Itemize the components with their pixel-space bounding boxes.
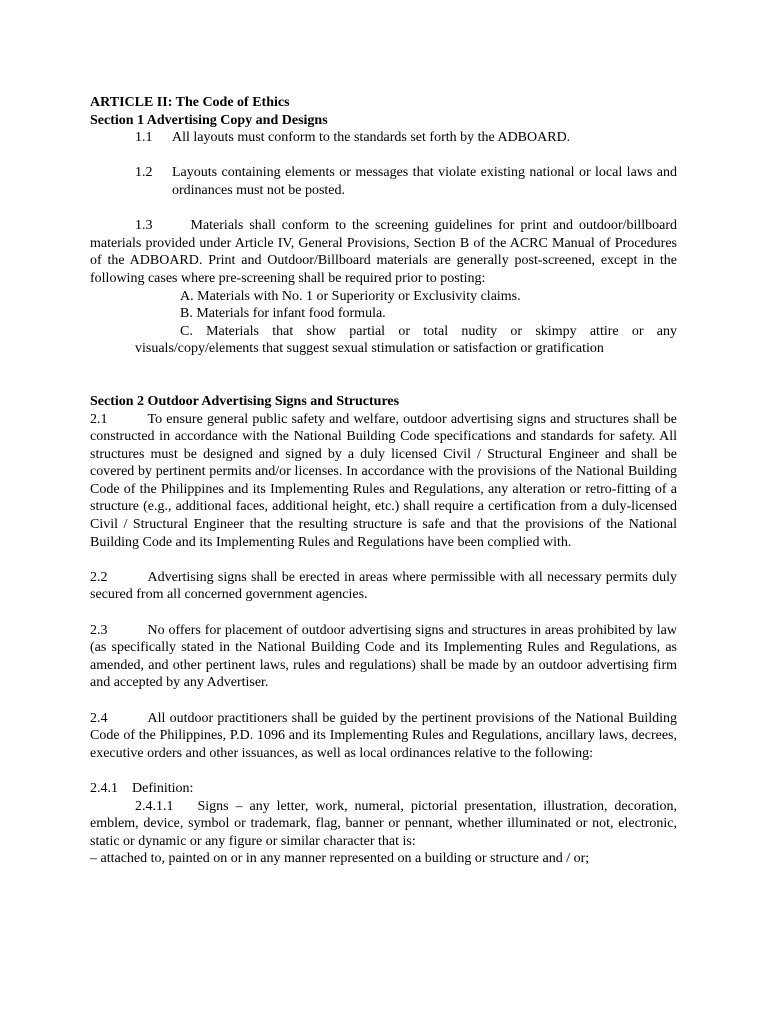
item-text: Layouts containing elements or messages that violate existing national or local laws and ordinances must not be posted. xyxy=(172,165,677,198)
case-item: C. Materials that show partial or total nudity or skimpy attire or any xyxy=(180,323,678,339)
section1-heading: Section 1 Advertising Copy and Designs xyxy=(90,112,328,128)
case-list xyxy=(90,288,677,358)
definition-heading: 2.4.1 Definition: xyxy=(90,780,194,796)
item-number: 1.1 xyxy=(135,130,153,146)
list-item xyxy=(135,164,677,199)
case-item: B. Materials for infant food formula. xyxy=(180,306,386,322)
paragraph-2-4: 2.4 All outdoor practitioners shall be guided by the pertinent provisions of the National Building Code of the Philippines, P.D. 1096 and its Implementing Rules and Regulations, ancillary laws, decrees, executive orders and other issuances, as well as local ordinances relative to the following: xyxy=(90,710,677,761)
paragraph-2-3: 2.3 No offers for placement of outdoor advertising signs and structures in areas prohibited by law (as specifically stated in the National Building Code and its Implementing Rules and Regulations, as amended, and other pertinent laws, rules and regulations) shall be made by an outdoor advertising firm and accepted by any Advertiser. xyxy=(90,622,677,691)
paragraph-2-2: 2.2 Advertising signs shall be erected in areas where permissible with all necessary permits duly secured from all concerned government agencies. xyxy=(90,569,677,603)
item-text: All layouts must conform to the standards set forth by the ADBOARD. xyxy=(172,130,571,146)
case-item-continued: visuals/copy/elements that suggest sexual stimulation or satisfaction or gratification xyxy=(135,341,604,357)
paragraph-2-1: 2.1 To ensure general public safety and welfare, outdoor advertising signs and structures shall be constructed in accordance with the National Building Code specifications and standards for safety. All structures must be designed and signed by a duly licensed Civil / Structural Engineer and shall be covered by pertinent permits and/or licenses. In accordance with the provisions of the National Building Code of the Philippines and its Implementing Rules and Regulations, any alteration or retro-fitting of a structure (e.g., additional faces, additional height, etc.) shall require a certification from a duly-licensed Civil / Structural Engineer that the resulting structure is safe and that the provisions of the National Building Code and its Implementing Rules and Regulations have been complied with. xyxy=(90,411,677,550)
article-heading: ARTICLE II: The Code of Ethics xyxy=(90,95,290,110)
signs-definition: 2.4.1.1 Signs – any letter, work, numeral, pictorial presentation, illustration, decoration, emblem, device, symbol or trademark, flag, banner or pennant, whether illuminated or not, electronic, static or dynamic or any figure or similar character that is: xyxy=(90,798,677,849)
document-body xyxy=(90,94,677,868)
item-number: 1.2 xyxy=(135,165,153,181)
section2-heading: Section 2 Outdoor Advertising Signs and Structures xyxy=(90,393,400,409)
item-text: Materials shall conform to the screening guidelines for print and outdoor/billboard materials provided under Article IV, General Provisions, Section B of the ACRC Manual of Procedures of the ADBOARD. Print and Outdoor/Billboard materials are generally post-screened, except in the following cases where pre-screening shall be required prior to posting: xyxy=(90,218,677,286)
item-number: 1.3 xyxy=(135,218,153,234)
case-item: A. Materials with No. 1 or Superiority or Exclusivity claims. xyxy=(180,288,521,304)
paragraph-1-3 xyxy=(90,217,677,287)
list-item xyxy=(135,129,677,147)
signs-bullet: – attached to, painted on or in any manner represented on a building or structure and / or; xyxy=(90,851,590,867)
